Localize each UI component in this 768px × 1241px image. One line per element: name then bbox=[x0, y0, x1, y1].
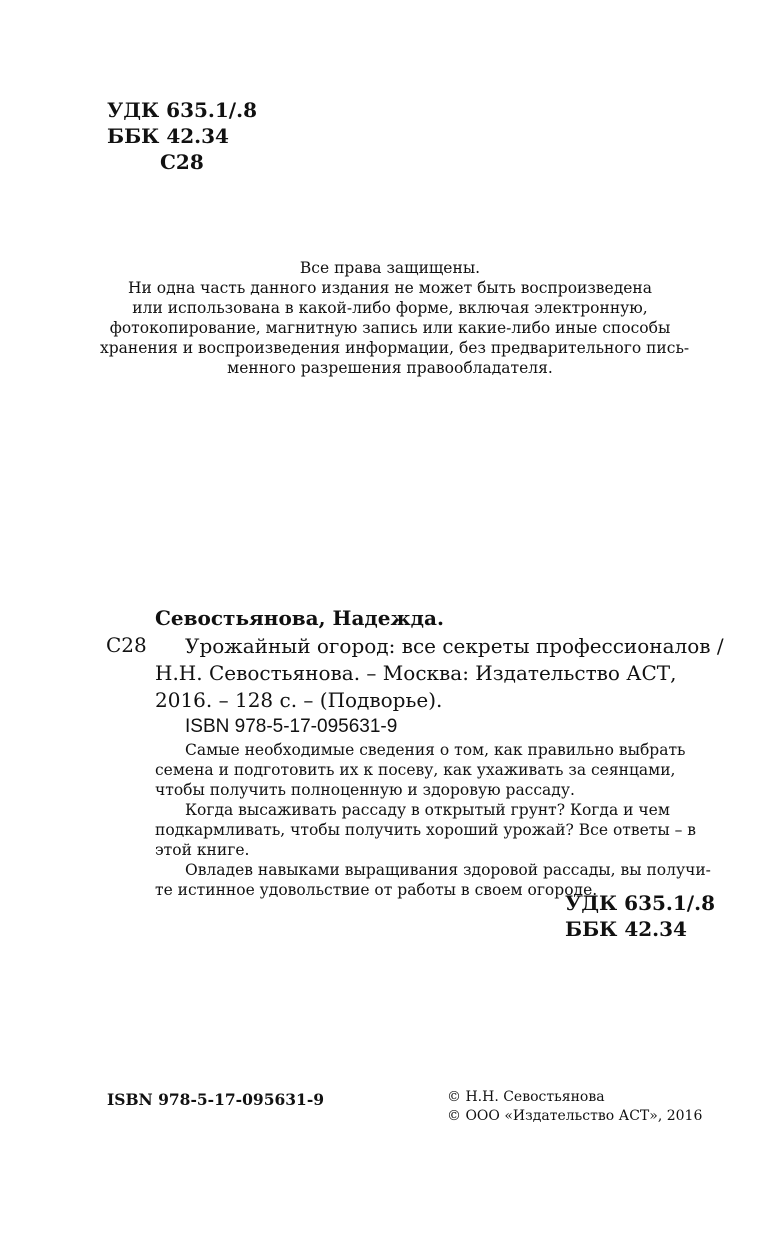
author-mark-top: С28 bbox=[160, 150, 204, 174]
rights-line: менного разрешения правообладателя. bbox=[227, 359, 553, 377]
isbn-record: ISBN 978-5-17-095631-9 bbox=[185, 716, 398, 737]
rights-line: хранения и воспроизведения информации, без предварительного пись- bbox=[100, 339, 690, 357]
rights-line: Ни одна часть данного издания не может быть воспроизведена bbox=[127, 279, 652, 297]
annotation bbox=[155, 740, 711, 900]
rights-line: или использована в какой-либо форме, включая электронную, bbox=[132, 299, 648, 317]
author-heading: Севостьянова, Надежда. bbox=[155, 606, 444, 630]
annotation-line: Самые необходимые сведения о том, как правильно выбрать bbox=[185, 741, 686, 759]
description-line: 2016. – 128 с. – (Подворье). bbox=[155, 688, 443, 712]
annotation-line: чтобы получить полноценную и здоровую рассаду. bbox=[155, 781, 575, 799]
classification-bottom bbox=[565, 890, 715, 942]
bbk-code-top: ББК 42.34 bbox=[107, 124, 229, 148]
copyright-line: © Н.Н. Севостьянова bbox=[447, 1089, 605, 1105]
bbk-code-bottom: ББК 42.34 bbox=[565, 917, 687, 941]
annotation-line: этой книге. bbox=[155, 841, 250, 859]
rights-line: Все права защищены. bbox=[299, 259, 481, 277]
copyright-block bbox=[447, 1088, 702, 1126]
rights-notice bbox=[100, 258, 690, 378]
rights-line: фотокопирование, магнитную запись или какие-либо иные способы bbox=[109, 319, 671, 337]
annotation-line: подкармливать, чтобы получить хороший урожай? Все ответы – в bbox=[155, 821, 697, 839]
annotation-line: Овладев навыками выращивания здоровой рассады, вы получи- bbox=[185, 861, 711, 879]
annotation-line: те истинное удовольствие от работы в своем огороде. bbox=[155, 881, 598, 899]
author-mark: С28 bbox=[106, 633, 147, 657]
description-line: Н.Н. Севостьянова. – Москва: Издательство АСТ, bbox=[155, 661, 677, 685]
bibliographic-description bbox=[155, 633, 724, 714]
description-line: Урожайный огород: все секреты профессионалов / bbox=[185, 634, 724, 658]
isbn-footer: ISBN 978-5-17-095631-9 bbox=[107, 1090, 325, 1109]
annotation-line: Когда высаживать рассаду в открытый грунт? Когда и чем bbox=[185, 801, 670, 819]
udk-code-top: УДК 635.1/.8 bbox=[107, 98, 257, 122]
annotation-line: семена и подготовить их к посеву, как ухаживать за сеянцами, bbox=[155, 761, 676, 779]
udk-code-bottom: УДК 635.1/.8 bbox=[565, 891, 715, 915]
copyright-line: © ООО «Издательство АСТ», 2016 bbox=[447, 1108, 703, 1124]
